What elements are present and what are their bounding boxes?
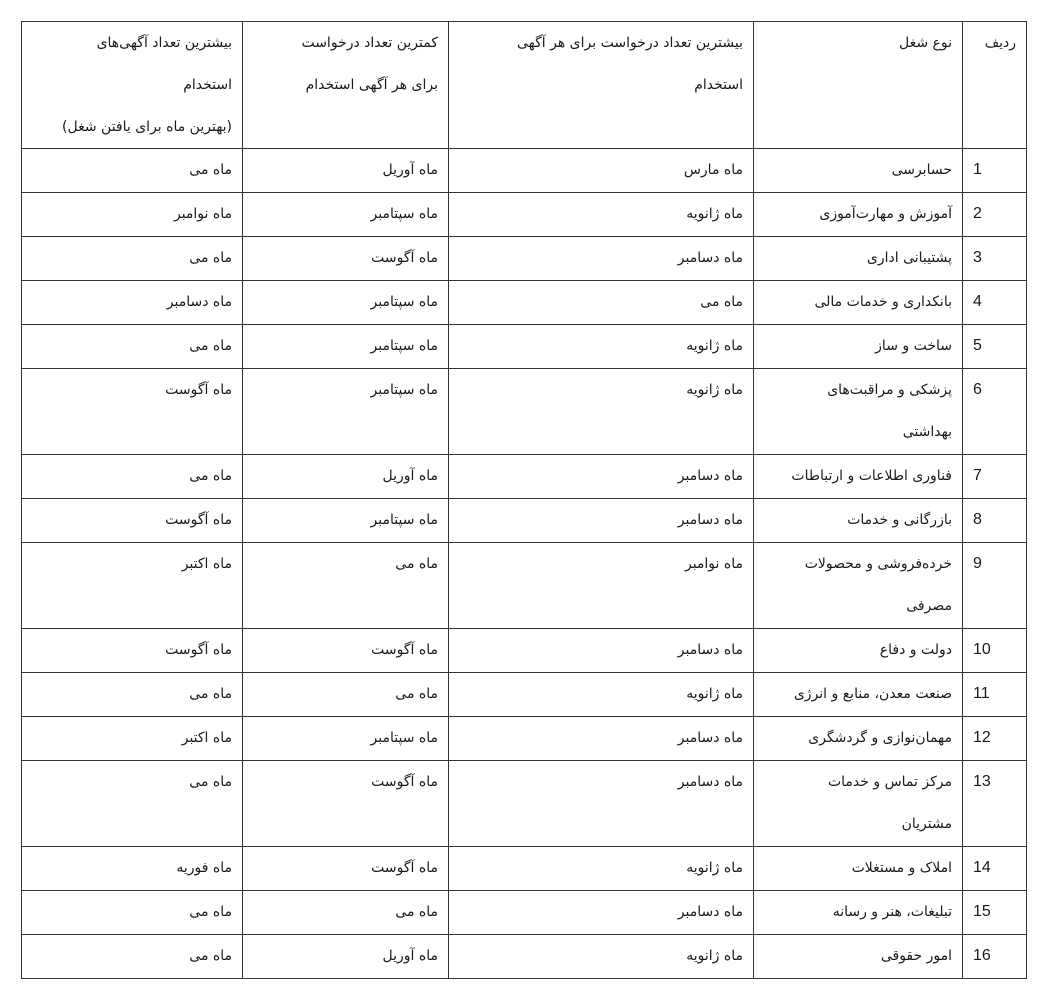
table-row <box>22 193 1027 237</box>
header-row-number <box>963 22 1027 149</box>
row-number: 6 <box>973 381 982 398</box>
min-applications-cell <box>243 237 449 281</box>
max-job-ads-cell <box>22 499 243 543</box>
min-applications-cell <box>243 847 449 891</box>
min-applications-month: ماه می <box>395 904 438 920</box>
max-applications-cell <box>449 325 754 369</box>
max-job-ads-cell <box>22 761 243 847</box>
row-number: 10 <box>973 641 991 658</box>
max-job-ads-cell <box>22 149 243 193</box>
job-type-cell <box>754 193 963 237</box>
job-type-cell <box>754 369 963 455</box>
max-applications-cell <box>449 935 754 979</box>
header-min-applications-line: کمترین تعداد درخواست <box>301 35 438 51</box>
job-type-cell <box>754 717 963 761</box>
min-applications-month: ماه آوریل <box>382 162 438 178</box>
job-type-text: آموزش و مهارت‌آموزی <box>819 206 952 222</box>
max-applications-cell <box>449 761 754 847</box>
max-job-ads-cell <box>22 455 243 499</box>
min-applications-cell <box>243 629 449 673</box>
table-row <box>22 935 1027 979</box>
header-job-type-text: نوع شغل <box>898 35 952 51</box>
max-job-ads-month: ماه دسامبر <box>166 294 232 310</box>
max-applications-cell <box>449 193 754 237</box>
max-applications-month: ماه ژانویه <box>686 338 743 354</box>
row-number-cell <box>963 499 1027 543</box>
table-row <box>22 673 1027 717</box>
job-applications-table <box>21 21 1027 979</box>
max-job-ads-month: ماه فوریه <box>176 860 232 876</box>
job-type-text: دولت و دفاع <box>879 642 952 658</box>
min-applications-month: ماه سپتامبر <box>370 206 438 222</box>
table-row <box>22 499 1027 543</box>
row-number: 12 <box>973 729 991 746</box>
job-type-cell <box>754 499 963 543</box>
job-type-text: بانکداری و خدمات مالی <box>814 294 952 310</box>
min-applications-cell <box>243 935 449 979</box>
header-job-type <box>754 22 963 149</box>
max-applications-cell <box>449 369 754 455</box>
max-job-ads-month: ماه نوامبر <box>173 206 232 222</box>
row-number: 15 <box>973 903 991 920</box>
max-applications-month: ماه ژانویه <box>686 382 743 398</box>
max-applications-month: ماه ژانویه <box>686 686 743 702</box>
job-type-cell <box>754 891 963 935</box>
table-row <box>22 325 1027 369</box>
max-applications-month: ماه ژانویه <box>686 860 743 876</box>
header-max-applications-line: استخدام <box>694 77 743 93</box>
max-job-ads-month: ماه می <box>189 468 232 484</box>
job-type-text: فناوری اطلاعات و ارتباطات <box>791 468 952 484</box>
max-job-ads-month: ماه آگوست <box>165 382 232 398</box>
min-applications-cell <box>243 193 449 237</box>
min-applications-cell <box>243 761 449 847</box>
job-type-cell <box>754 543 963 629</box>
max-job-ads-month: ماه می <box>189 904 232 920</box>
max-job-ads-cell <box>22 325 243 369</box>
max-job-ads-cell <box>22 237 243 281</box>
header-min-applications-line: برای هر آگهی استخدام <box>305 77 438 93</box>
min-applications-month: ماه سپتامبر <box>370 730 438 746</box>
table-header-row <box>22 22 1027 149</box>
min-applications-cell <box>243 455 449 499</box>
min-applications-month: ماه آوریل <box>382 948 438 964</box>
job-type-text: مشتریان <box>901 816 952 832</box>
max-applications-month: ماه نوامبر <box>684 556 743 572</box>
table-body <box>22 22 1027 979</box>
job-type-text: مصرفی <box>906 598 952 614</box>
min-applications-cell <box>243 543 449 629</box>
table-row <box>22 761 1027 847</box>
min-applications-month: ماه سپتامبر <box>370 338 438 354</box>
row-number-cell <box>963 455 1027 499</box>
max-applications-cell <box>449 629 754 673</box>
min-applications-month: ماه سپتامبر <box>370 382 438 398</box>
row-number: 2 <box>973 205 982 222</box>
max-applications-cell <box>449 847 754 891</box>
min-applications-cell <box>243 369 449 455</box>
max-applications-month: ماه دسامبر <box>677 468 743 484</box>
row-number-cell <box>963 369 1027 455</box>
min-applications-cell <box>243 673 449 717</box>
max-job-ads-month: ماه می <box>189 774 232 790</box>
min-applications-month: ماه آگوست <box>371 642 438 658</box>
min-applications-month: ماه می <box>395 686 438 702</box>
min-applications-cell <box>243 325 449 369</box>
max-job-ads-cell <box>22 281 243 325</box>
row-number-cell <box>963 761 1027 847</box>
job-type-text: بازرگانی و خدمات <box>847 512 952 528</box>
header-max-job-ads-line: بیشترین تعداد آگهی‌های <box>96 35 232 51</box>
job-type-cell <box>754 935 963 979</box>
row-number: 16 <box>973 947 991 964</box>
min-applications-cell <box>243 499 449 543</box>
table-row <box>22 369 1027 455</box>
row-number: 11 <box>973 685 990 702</box>
row-number-cell <box>963 325 1027 369</box>
max-job-ads-cell <box>22 891 243 935</box>
job-type-text: پزشکی و مراقبت‌های <box>827 382 952 398</box>
max-job-ads-month: ماه اکتبر <box>181 730 232 746</box>
row-number-cell <box>963 281 1027 325</box>
row-number: 13 <box>973 773 991 790</box>
header-row-number-text: ردیف <box>984 35 1016 51</box>
job-type-text: امور حقوقی <box>880 948 952 964</box>
job-type-cell <box>754 761 963 847</box>
table-row <box>22 455 1027 499</box>
job-type-cell <box>754 847 963 891</box>
max-job-ads-month: ماه می <box>189 686 232 702</box>
max-applications-cell <box>449 543 754 629</box>
job-type-text: بهداشتی <box>902 424 952 440</box>
row-number: 14 <box>973 859 991 876</box>
max-applications-month: ماه دسامبر <box>677 904 743 920</box>
max-applications-cell <box>449 455 754 499</box>
max-applications-cell <box>449 673 754 717</box>
max-job-ads-cell <box>22 543 243 629</box>
row-number: 5 <box>973 337 982 354</box>
row-number-cell <box>963 543 1027 629</box>
job-type-cell <box>754 673 963 717</box>
max-job-ads-cell <box>22 193 243 237</box>
header-max-applications-line: بیشترین تعداد درخواست برای هر آگهی <box>517 35 743 51</box>
header-max-job-ads-line: استخدام <box>183 77 232 93</box>
header-min-applications <box>243 22 449 149</box>
max-job-ads-month: ماه می <box>189 162 232 178</box>
table-row <box>22 847 1027 891</box>
max-applications-cell <box>449 149 754 193</box>
max-applications-month: ماه می <box>700 294 743 310</box>
job-type-cell <box>754 629 963 673</box>
job-type-text: حسابرسی <box>891 162 952 178</box>
table-row <box>22 629 1027 673</box>
job-type-cell <box>754 149 963 193</box>
min-applications-month: ماه آگوست <box>371 774 438 790</box>
row-number-cell <box>963 629 1027 673</box>
max-applications-month: ماه دسامبر <box>677 642 743 658</box>
max-job-ads-month: ماه می <box>189 338 232 354</box>
min-applications-cell <box>243 281 449 325</box>
header-max-applications <box>449 22 754 149</box>
row-number: 7 <box>973 467 982 484</box>
min-applications-month: ماه سپتامبر <box>370 512 438 528</box>
job-type-text: تبلیغات، هنر و رسانه <box>832 904 952 920</box>
max-job-ads-cell <box>22 935 243 979</box>
max-job-ads-cell <box>22 629 243 673</box>
header-max-job-ads <box>22 22 243 149</box>
min-applications-month: ماه آوریل <box>382 468 438 484</box>
row-number-cell <box>963 673 1027 717</box>
row-number-cell <box>963 237 1027 281</box>
row-number: 3 <box>973 249 982 266</box>
max-applications-month: ماه دسامبر <box>677 730 743 746</box>
max-job-ads-cell <box>22 717 243 761</box>
max-applications-cell <box>449 499 754 543</box>
job-type-text: خرده‌فروشی و محصولات <box>804 556 952 572</box>
max-job-ads-cell <box>22 673 243 717</box>
max-job-ads-month: ماه می <box>189 250 232 266</box>
max-job-ads-cell <box>22 847 243 891</box>
max-applications-month: ماه ژانویه <box>686 948 743 964</box>
max-applications-month: ماه ژانویه <box>686 206 743 222</box>
job-type-text: املاک و مستغلات <box>851 860 952 876</box>
job-type-cell <box>754 237 963 281</box>
min-applications-cell <box>243 149 449 193</box>
header-max-job-ads-line: (بهترین ماه برای یافتن شغل) <box>62 119 232 135</box>
row-number-cell <box>963 717 1027 761</box>
job-type-cell <box>754 281 963 325</box>
job-type-cell <box>754 325 963 369</box>
table-row <box>22 237 1027 281</box>
row-number: 9 <box>973 555 982 572</box>
job-type-text: ساخت و ساز <box>875 338 952 354</box>
max-job-ads-month: ماه می <box>189 948 232 964</box>
min-applications-cell <box>243 891 449 935</box>
row-number: 1 <box>973 161 982 178</box>
max-job-ads-cell <box>22 369 243 455</box>
row-number-cell <box>963 847 1027 891</box>
max-applications-month: ماه دسامبر <box>677 512 743 528</box>
job-type-cell <box>754 455 963 499</box>
row-number-cell <box>963 935 1027 979</box>
max-applications-cell <box>449 717 754 761</box>
job-type-text: مهمان‌نوازی و گردشگری <box>808 730 952 746</box>
min-applications-month: ماه آگوست <box>371 860 438 876</box>
max-applications-cell <box>449 281 754 325</box>
min-applications-month: ماه آگوست <box>371 250 438 266</box>
row-number-cell <box>963 193 1027 237</box>
min-applications-month: ماه می <box>395 556 438 572</box>
job-type-text: پشتیبانی اداری <box>866 250 952 266</box>
row-number: 4 <box>973 293 982 310</box>
table-row <box>22 281 1027 325</box>
row-number: 8 <box>973 511 982 528</box>
job-type-text: مرکز تماس و خدمات <box>827 774 952 790</box>
min-applications-cell <box>243 717 449 761</box>
job-type-text: صنعت معدن، منابع و انرژی <box>793 686 952 702</box>
max-applications-month: ماه مارس <box>683 162 743 178</box>
max-job-ads-month: ماه اکتبر <box>181 556 232 572</box>
max-applications-month: ماه دسامبر <box>677 250 743 266</box>
row-number-cell <box>963 149 1027 193</box>
max-job-ads-month: ماه آگوست <box>165 642 232 658</box>
max-applications-month: ماه دسامبر <box>677 774 743 790</box>
max-applications-cell <box>449 891 754 935</box>
table-row <box>22 717 1027 761</box>
min-applications-month: ماه سپتامبر <box>370 294 438 310</box>
table-row <box>22 891 1027 935</box>
max-applications-cell <box>449 237 754 281</box>
table-row <box>22 543 1027 629</box>
row-number-cell <box>963 891 1027 935</box>
max-job-ads-month: ماه آگوست <box>165 512 232 528</box>
table-row <box>22 149 1027 193</box>
